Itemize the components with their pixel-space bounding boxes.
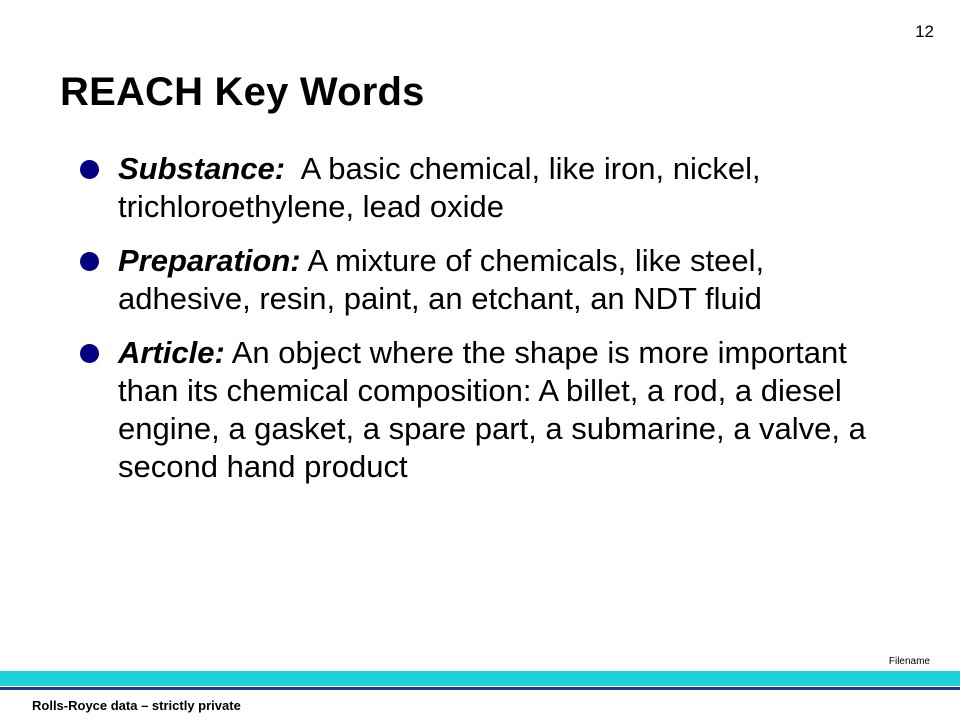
confidentiality-notice: Rolls-Royce data – strictly private	[32, 698, 241, 713]
bullet-text: A basic chemical, like iron, nickel, trichloroethylene, lead oxide	[118, 151, 770, 224]
bullet-term: Article:	[118, 335, 225, 370]
bullet-term: Preparation:	[118, 243, 301, 278]
slide-title: REACH Key Words	[60, 70, 425, 114]
bullet-term: Substance:	[118, 151, 286, 186]
bullet-text: A mixture of chemicals, like steel, adhesive, resin, paint, an etchant, an NDT fluid	[118, 243, 773, 316]
footer-band	[0, 671, 960, 686]
bullet-text: An object where the shape is more important than its chemical composition: A billet, a rod, a diesel engine, a gasket, a spare part, a submarine, a valve, a second hand product	[118, 335, 875, 484]
bullet-dot-icon	[80, 160, 99, 179]
bullet-dot-icon	[80, 252, 99, 271]
footer-filename: Filename	[888, 656, 930, 667]
bullet-dot-icon	[80, 344, 99, 363]
bullet-list	[80, 150, 900, 502]
bullet-item-article	[80, 334, 900, 486]
footer-band-line	[0, 687, 960, 690]
bullet-item-preparation	[80, 242, 900, 318]
page-number: 12	[915, 22, 934, 41]
bullet-item-substance	[80, 150, 900, 226]
